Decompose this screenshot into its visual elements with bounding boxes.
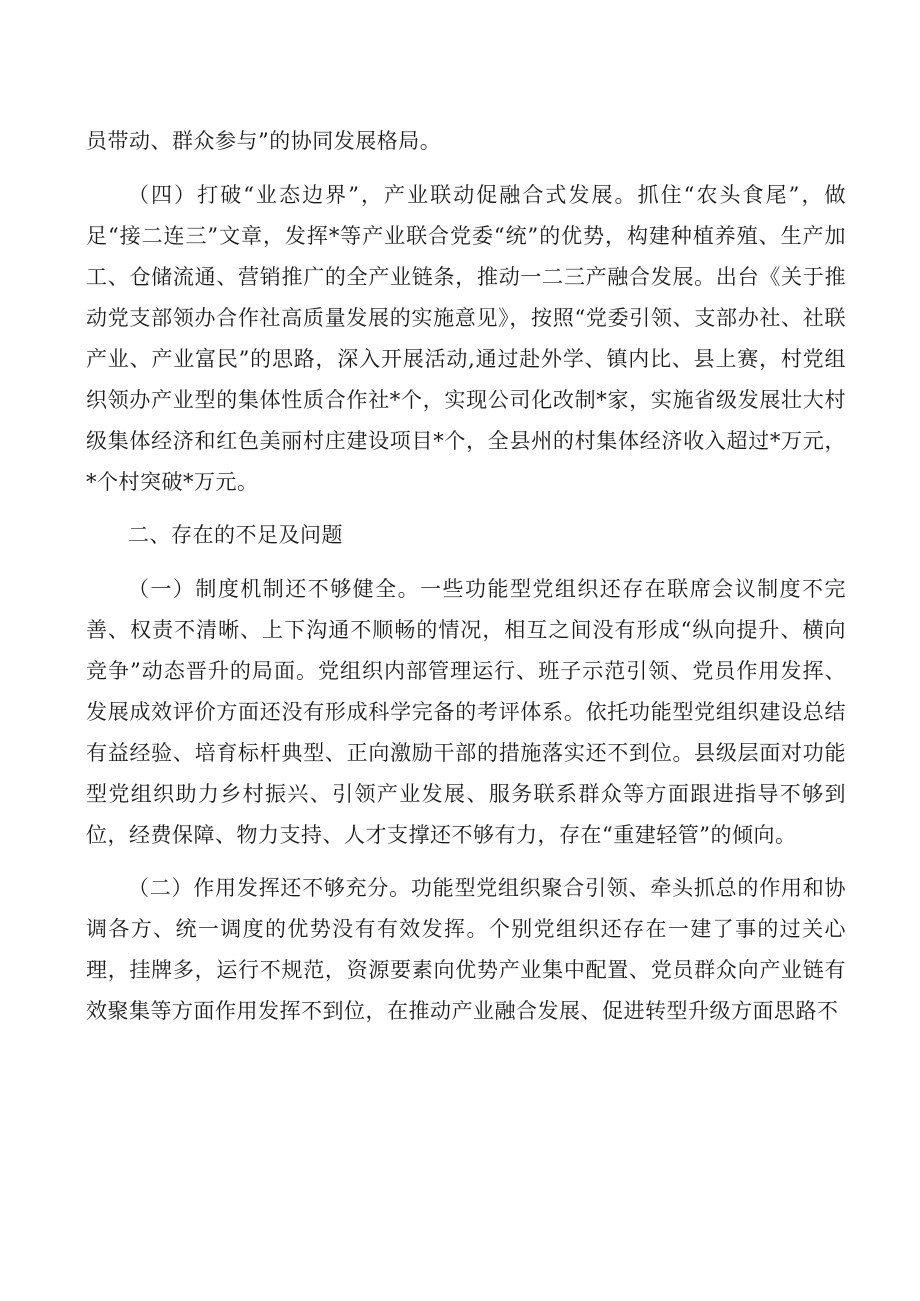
paragraph-institutional-mechanism: （一）制度机制还不够健全。一些功能型党组织还存在联席会议制度不完善、权责不清晰、上下沟通不顺畅的情况，相互之间没有形成“纵向提升、横向竞争”动态晋升的局面。党组织内部管理运行、班子示范引领、党员作用发挥、发展成效评价方面还没有形成科学完备的考评体系。依托功能型党组织建设总结有益经验、培育标杆典型、正向激励干部的措施落实还不到位。县级层面对功能型党组织助力乡村振兴、引领产业发展、服务联系群众等方面跟进指导不够到位，经费保障、物力支持、人才支撑还不够有力，存在“重建轻管”的倾向。 [86, 576, 846, 847]
document-body [86, 121, 846, 1045]
paragraph-industry-integration: （四）打破“业态边界”，产业联动促融合式发展。抓住“农头食尾”，做足“接二连三”文章，发挥*等产业联合党委“统”的优势，构建种植养殖、生产加工、仓储流通、营销推广的全产业链条，推动一二三产融合发展。出台《关于推动党支部领办合作社高质量发展的实施意见》，按照“党委引领、支部办社、社联产业、产业富民”的思路，深入开展活动,通过赴外学、镇内比、县上赛，村党组织领办产业型的集体性质合作社*个，实现公司化改制*家，实施省级发展壮大村级集体经济和红色美丽村庄建设项目*个，全县州的村集体经济收入超过*万元，*个村突破*万元。 [86, 182, 846, 494]
paragraph-continuation: 员带动、群众参与”的协同发展格局。 [86, 129, 442, 153]
section-heading-problems: 二、存在的不足及问题 [128, 523, 343, 547]
paragraph-role-performance: （二）作用发挥还不够充分。功能型党组织聚合引领、牵头抓总的作用和协调各方、统一调度的优势没有有效发挥。个别党组织还存在一建了事的过关心理，挂牌多，运行不规范，资源要素向优势产业集中配置、党员群众向产业链有效聚集等方面作用发挥不到位，在推动产业融合发展、促进转型升级方面思路不 [86, 876, 846, 1023]
